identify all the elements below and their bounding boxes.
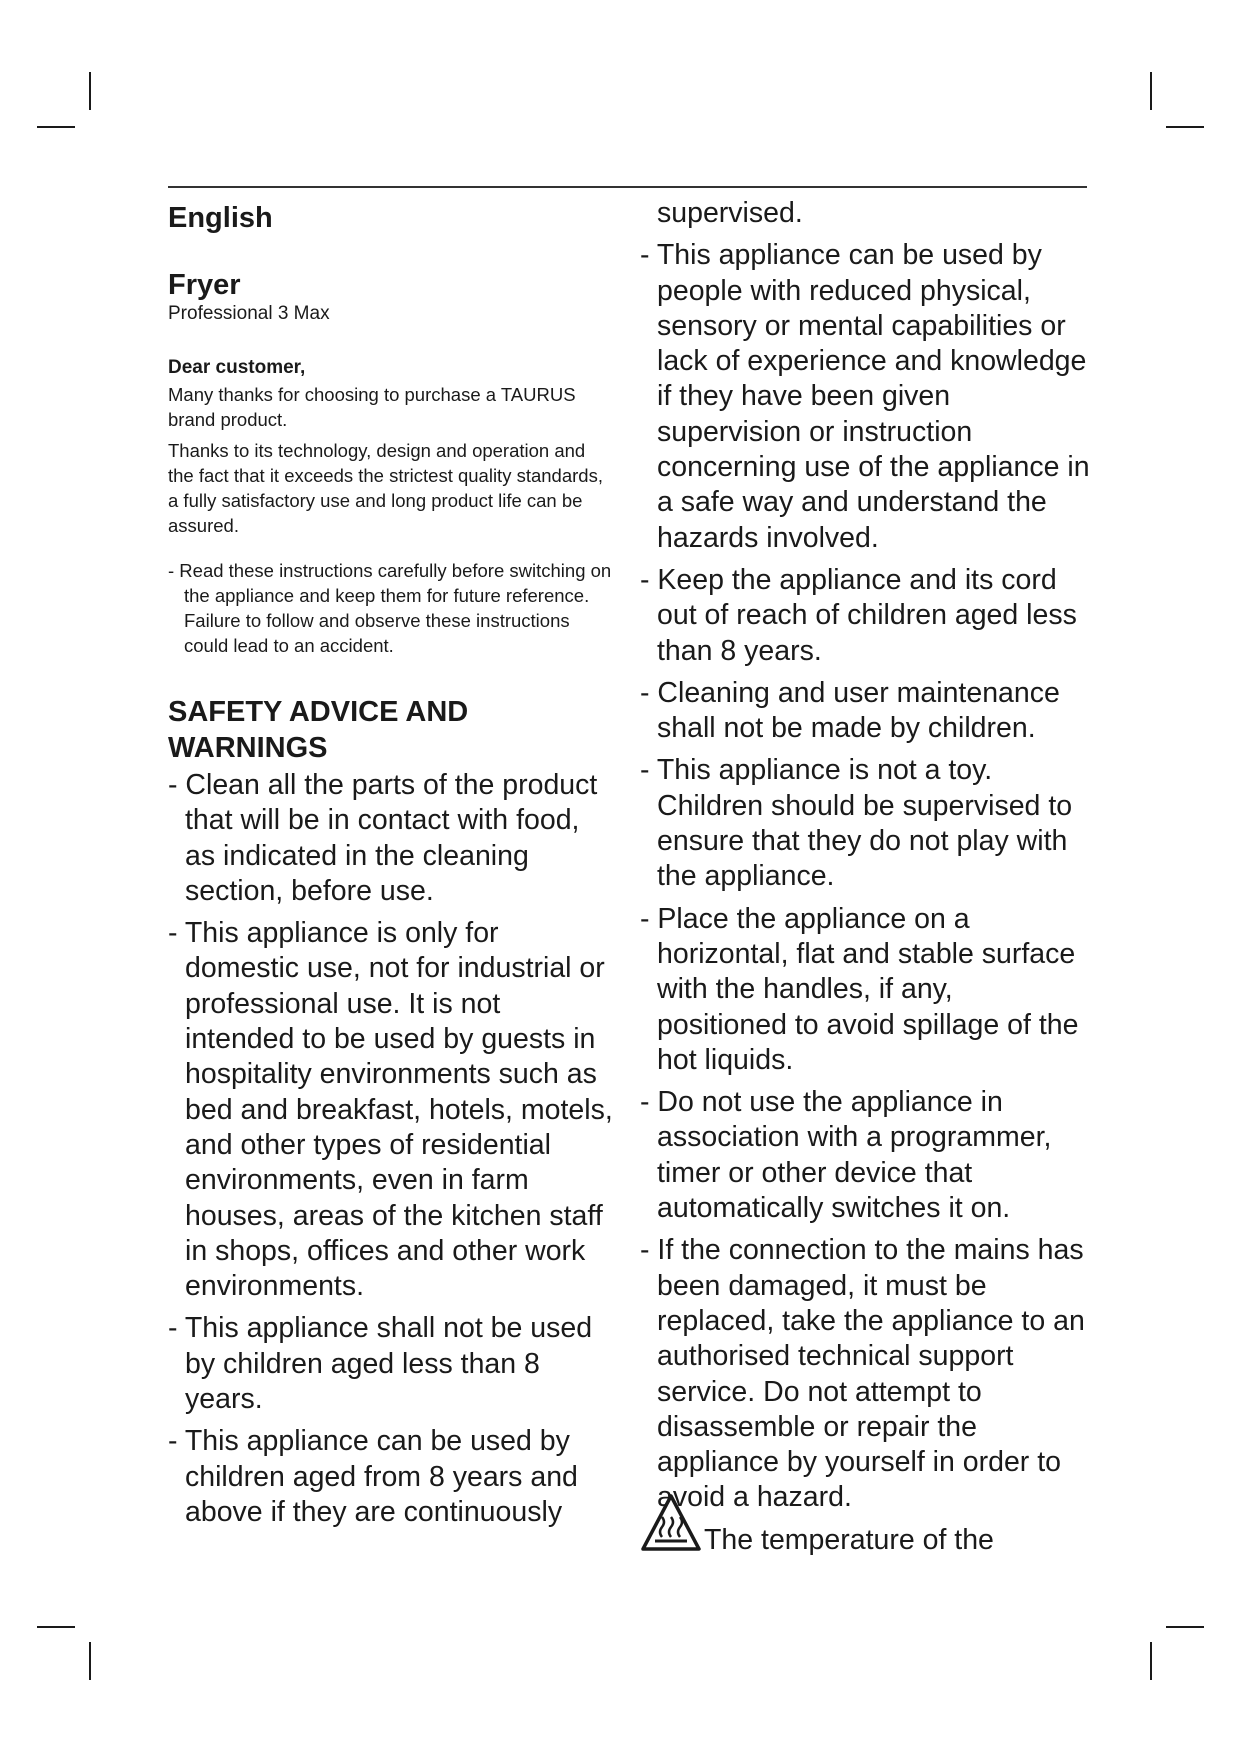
hot-surface-warning-icon — [640, 1493, 702, 1553]
language-heading: English — [168, 202, 273, 234]
safety-item: - This appliance is only for domestic use, not for industrial or professional use. It is not intended to be used by guests in hospitality environments such as bed and breakfast, hotels, motels, and other types of residential environments, even in farm houses, areas of the kitchen staff in shops, offices and other work environments. — [168, 917, 613, 1303]
crop-mark-top-right-h — [1166, 126, 1204, 128]
safety-item: - This appliance shall not be used by children aged less than 8 years. — [168, 1312, 593, 1416]
safety-item: - This appliance is not a toy. Children should be supervised to ensure that they do not play with the appliance. — [640, 754, 1073, 893]
safety-item: - This appliance can be used by people with reduced physical, sensory or mental capabilities or lack of experience and knowledge if they have been given supervision or instruction concerning use of the appliance in a safe way and understand the hazards involved. — [640, 239, 1090, 554]
left-column — [168, 196, 615, 1537]
section-title: SAFETY ADVICE AND WARNINGS — [168, 696, 469, 764]
safety-item: - Do not use the appliance in association with a programmer, timer or other device that automatically switches it on. — [640, 1086, 1052, 1225]
safety-list-left — [168, 768, 615, 1530]
crop-mark-top-left-v — [89, 72, 91, 110]
safety-item: - Keep the appliance and its cord out of reach of children aged less than 8 years. — [640, 563, 1077, 667]
safety-item: - This appliance can be used by children aged from 8 years and above if they are continuously — [168, 1425, 578, 1528]
crop-mark-bottom-left-h — [37, 1626, 75, 1628]
safety-item: - If the connection to the mains has been damaged, it must be replaced, take the appliance to an authorised technical support service. Do not attempt to disassemble or repair the appliance by yourself in order to avoid a hazard. — [640, 1234, 1085, 1514]
safety-item: - Place the appliance on a horizontal, flat and stable surface with the handles, if any, positioned to avoid spillage of the hot liquids. — [640, 902, 1079, 1076]
continued-text: supervised. — [657, 197, 803, 229]
intro-notes — [168, 558, 615, 658]
intro-paragraph: Many thanks for choosing to purchase a TAURUS brand product. — [168, 384, 576, 430]
crop-mark-bottom-right-v — [1150, 1642, 1152, 1680]
hot-surface-warning — [640, 1523, 1090, 1558]
safety-list-right — [640, 238, 1090, 1515]
header-rule — [168, 186, 1087, 188]
intro-paragraph: Thanks to its technology, design and operation and the fact that it exceeds the strictest quality standards, a fully satisfactory use and long product life can be assured. — [168, 440, 603, 536]
greeting: Dear customer, — [168, 357, 306, 378]
hot-surface-text: The temperature of the — [704, 1523, 994, 1556]
safety-item: - Cleaning and user maintenance shall not be made by children. — [640, 676, 1060, 745]
product-name: Fryer — [168, 269, 241, 301]
right-column — [640, 196, 1090, 1558]
crop-mark-bottom-left-v — [89, 1642, 91, 1680]
crop-mark-top-left-h — [37, 126, 75, 128]
product-model: Professional 3 Max — [168, 303, 330, 324]
crop-mark-top-right-v — [1150, 72, 1152, 110]
safety-item: - Clean all the parts of the product that will be in contact with food, as indicated in the cleaning section, before use. — [168, 769, 598, 907]
intro-note: - Read these instructions carefully before switching on the appliance and keep them for future reference. Failure to follow and observe these instructions could lead to an accident. — [168, 560, 612, 656]
crop-mark-bottom-right-h — [1166, 1626, 1204, 1628]
